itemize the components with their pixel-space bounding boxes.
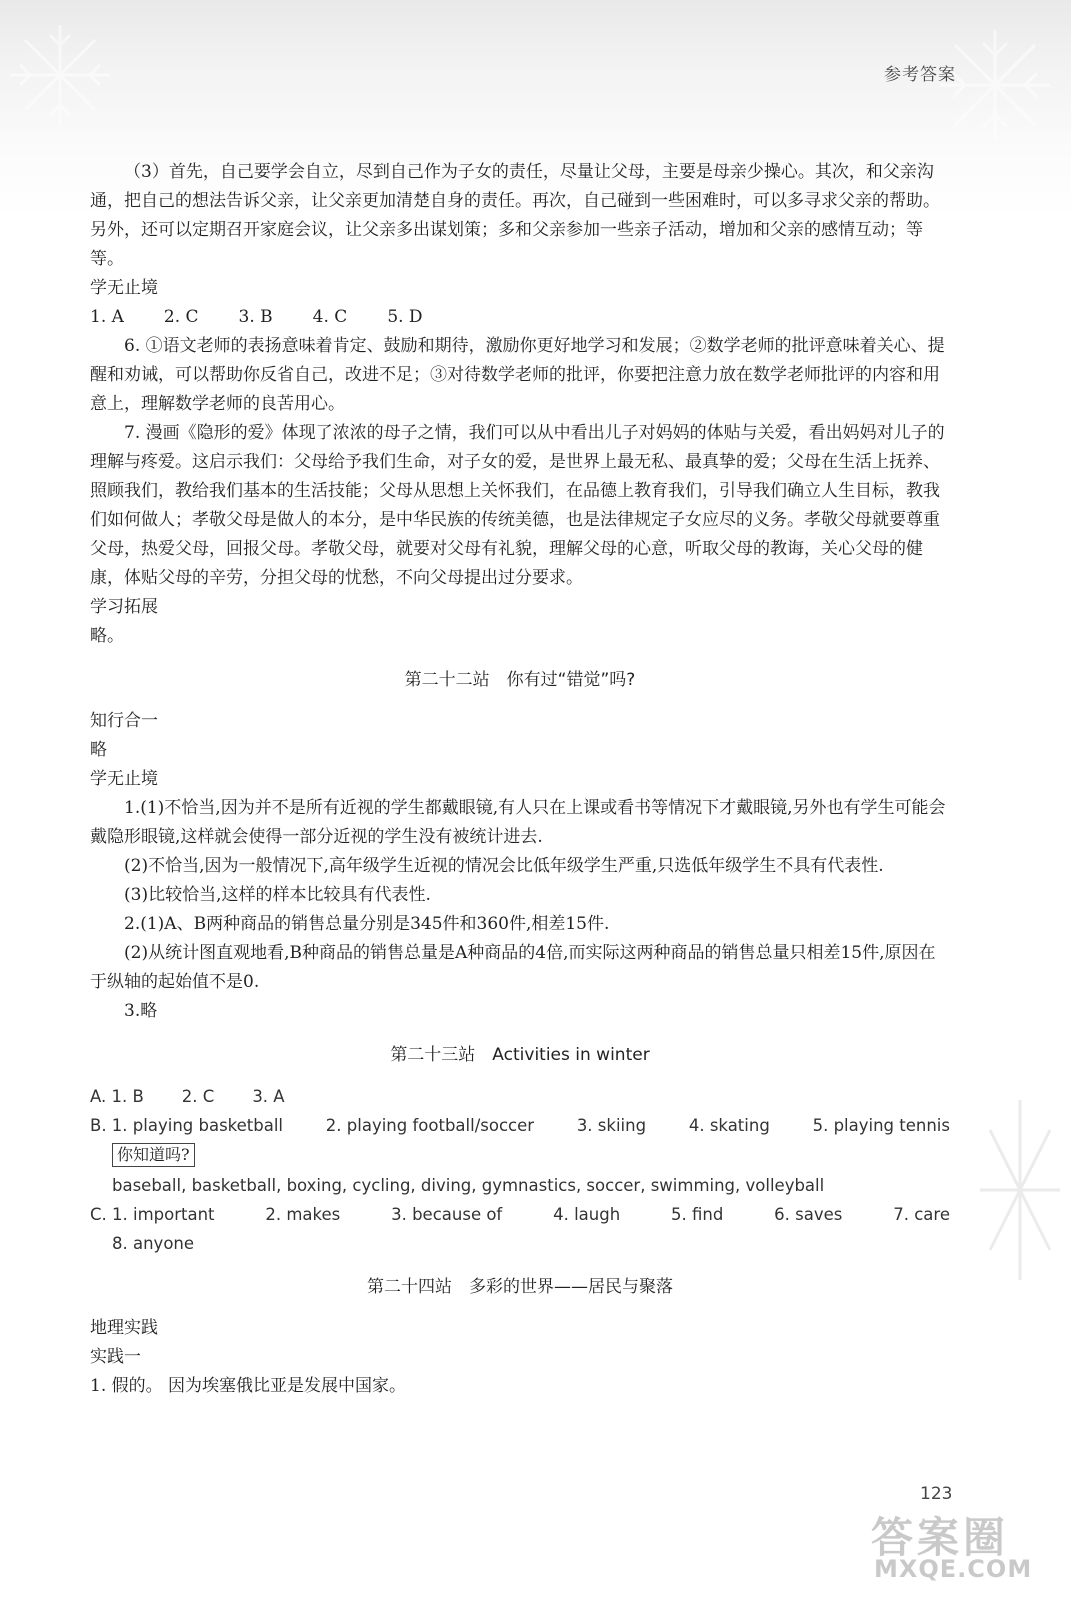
watermark-text: 答案圈 (871, 1513, 1010, 1562)
header-label: 参考答案 (884, 65, 956, 85)
station-23-title: 第二十三站 Activities in winter (390, 1045, 650, 1065)
answer-2-2: (2)从统计图直观地看,B种商品的销售总量是A种商品的4倍,而实际这两种商品的销售总量只相差15件,原因在于纵轴的起始值不是0. (90, 943, 936, 992)
part-b-answer: 2. playing football/soccer (325, 1116, 535, 1135)
part-b-answer: B. 1. playing basketball (90, 1116, 284, 1135)
snowflake-top-left-icon (5, 20, 115, 130)
section-label-tuozhan: 学习拓展 (90, 597, 158, 617)
answer-3: 3.略 (124, 1001, 158, 1021)
section-label-zhixing: 知行合一 (90, 711, 158, 731)
answer-7: 7. 漫画《隐形的爱》体现了浓浓的母子之情，我们可以从中看出儿子对妈妈的体贴与关爱，看出妈妈对儿子的理解与疼爱。这启示我们：父母给予我们生命，对子女的爱，是世界上最无私、最真挚的爱；父母在生活上抚养、照顾我们，教给我们基本的生活技能；父母从思想上关怀我们，在品德上教育我们，引导我们确立人生目标，教我们如何做人；孝敬父母是做人的本分，是中华民族的传统美德，也是法律规定子女应尽的义务。孝敬父母就要尊重父母，热爱父母，回报父母。孝敬父母，就要对父母有礼貌，理解父母的心意，听取父母的教诲，关心父母的健康，体贴父母的辛劳，分担父母的忧愁，不向父母提出过分要求。 (90, 423, 945, 588)
part-c-last: 8. anyone (112, 1234, 195, 1253)
part-a-answer: 2. C (181, 1087, 215, 1106)
watermark-logo (846, 1505, 1046, 1585)
station-24-title: 第二十四站 多彩的世界——居民与聚落 (367, 1277, 673, 1297)
answer-6: 6. ①语文老师的表扬意味着肯定、鼓励和期待，激励你更好地学习和发展；②数学老师的批评意味着关心、提醒和劝诫，可以帮助你反省自己，改进不足；③对待数学老师的批评，你要把注意力放在数学老师批评的内容和用意上，理解数学老师的良苦用心。 (90, 336, 945, 414)
part-c-answer: 2. makes (265, 1205, 341, 1224)
part-a-answer: A. 1. B (90, 1087, 144, 1106)
did-you-know-box: 你知道吗? (112, 1143, 195, 1167)
part-c-row (90, 1200, 950, 1229)
answer-1-3: (3)比较恰当,这样的样本比较具有代表性. (124, 885, 431, 905)
zhixing-answer: 略 (90, 740, 107, 760)
answer-1-1: 1.(1)不恰当,因为并不是所有近视的学生都戴眼镜,有人只在上课或看书等情况下才戴眼镜,另外也有学生可能会戴隐形眼镜,这样就会使得一部分近视的学生没有被统计进去. (90, 798, 946, 847)
answer-2-1: 2.(1)A、B两种商品的销售总量分别是345件和360件,相差15件. (124, 914, 610, 934)
shijian-label: 实践一 (90, 1347, 141, 1367)
part-a-answer: 3. A (252, 1087, 285, 1106)
part-c-answer: C. 1. important (90, 1205, 215, 1224)
mc-answer: 5. D (387, 307, 423, 327)
section-label-xuewu-22: 学无止境 (90, 769, 158, 789)
sports-list: baseball, basketball, boxing, cycling, diving, gymnastics, soccer, swimming, volleyball (112, 1176, 825, 1195)
part-c-answer: 5. find (671, 1205, 724, 1224)
mc-answer: 3. B (238, 307, 273, 327)
shijian-answer-1: 1. 假的。 因为埃塞俄比亚是发展中国家。 (90, 1376, 407, 1396)
snowflake-top-right-icon (935, 25, 1055, 145)
page-number: 123 (920, 1484, 953, 1504)
part-c-answer: 4. laugh (553, 1205, 621, 1224)
part-c-answer: 7. care (893, 1205, 950, 1224)
section-label-xuewu: 学无止境 (90, 278, 158, 298)
answer-1-2: (2)不恰当,因为一般情况下,高年级学生近视的情况会比低年级学生严重,只选低年级学生不具有代表性. (124, 856, 884, 876)
section-label-dili: 地理实践 (90, 1318, 158, 1338)
mc-answer: 1. A (90, 307, 124, 327)
tuozhan-answer: 略。 (90, 626, 124, 646)
answer-paragraph-3: （3）首先，自己要学会自立，尽到自己作为子女的责任，尽量让父母，主要是母亲少操心。其次，和父亲沟通，把自己的想法告诉父亲，让父亲更加清楚自身的责任。再次，自己碰到一些困难时，可以多寻求父亲的帮助。另外，还可以定期召开家庭会议，让父亲多出谋划策；多和父亲参加一些亲子活动，增加和父亲的感情互动；等等。 (90, 162, 940, 269)
multiple-choice-row (90, 303, 950, 332)
mc-answer: 2. C (163, 307, 199, 327)
part-c-answer: 3. because of (391, 1205, 503, 1224)
mc-answer: 4. C (312, 307, 348, 327)
part-b-answer: 4. skating (688, 1116, 770, 1135)
answer-content (90, 158, 950, 1401)
part-b-answer: 5. playing tennis (812, 1116, 950, 1135)
part-b-row (90, 1111, 950, 1140)
snowflake-right-margin-icon (975, 1090, 1065, 1290)
part-c-answer: 6. saves (774, 1205, 843, 1224)
watermark-url: MXQE.COM (874, 1555, 1033, 1583)
part-b-answer: 3. skiing (576, 1116, 647, 1135)
station-22-title: 第二十二站 你有过“错觉”吗? (404, 670, 636, 690)
part-a-row (90, 1082, 950, 1111)
